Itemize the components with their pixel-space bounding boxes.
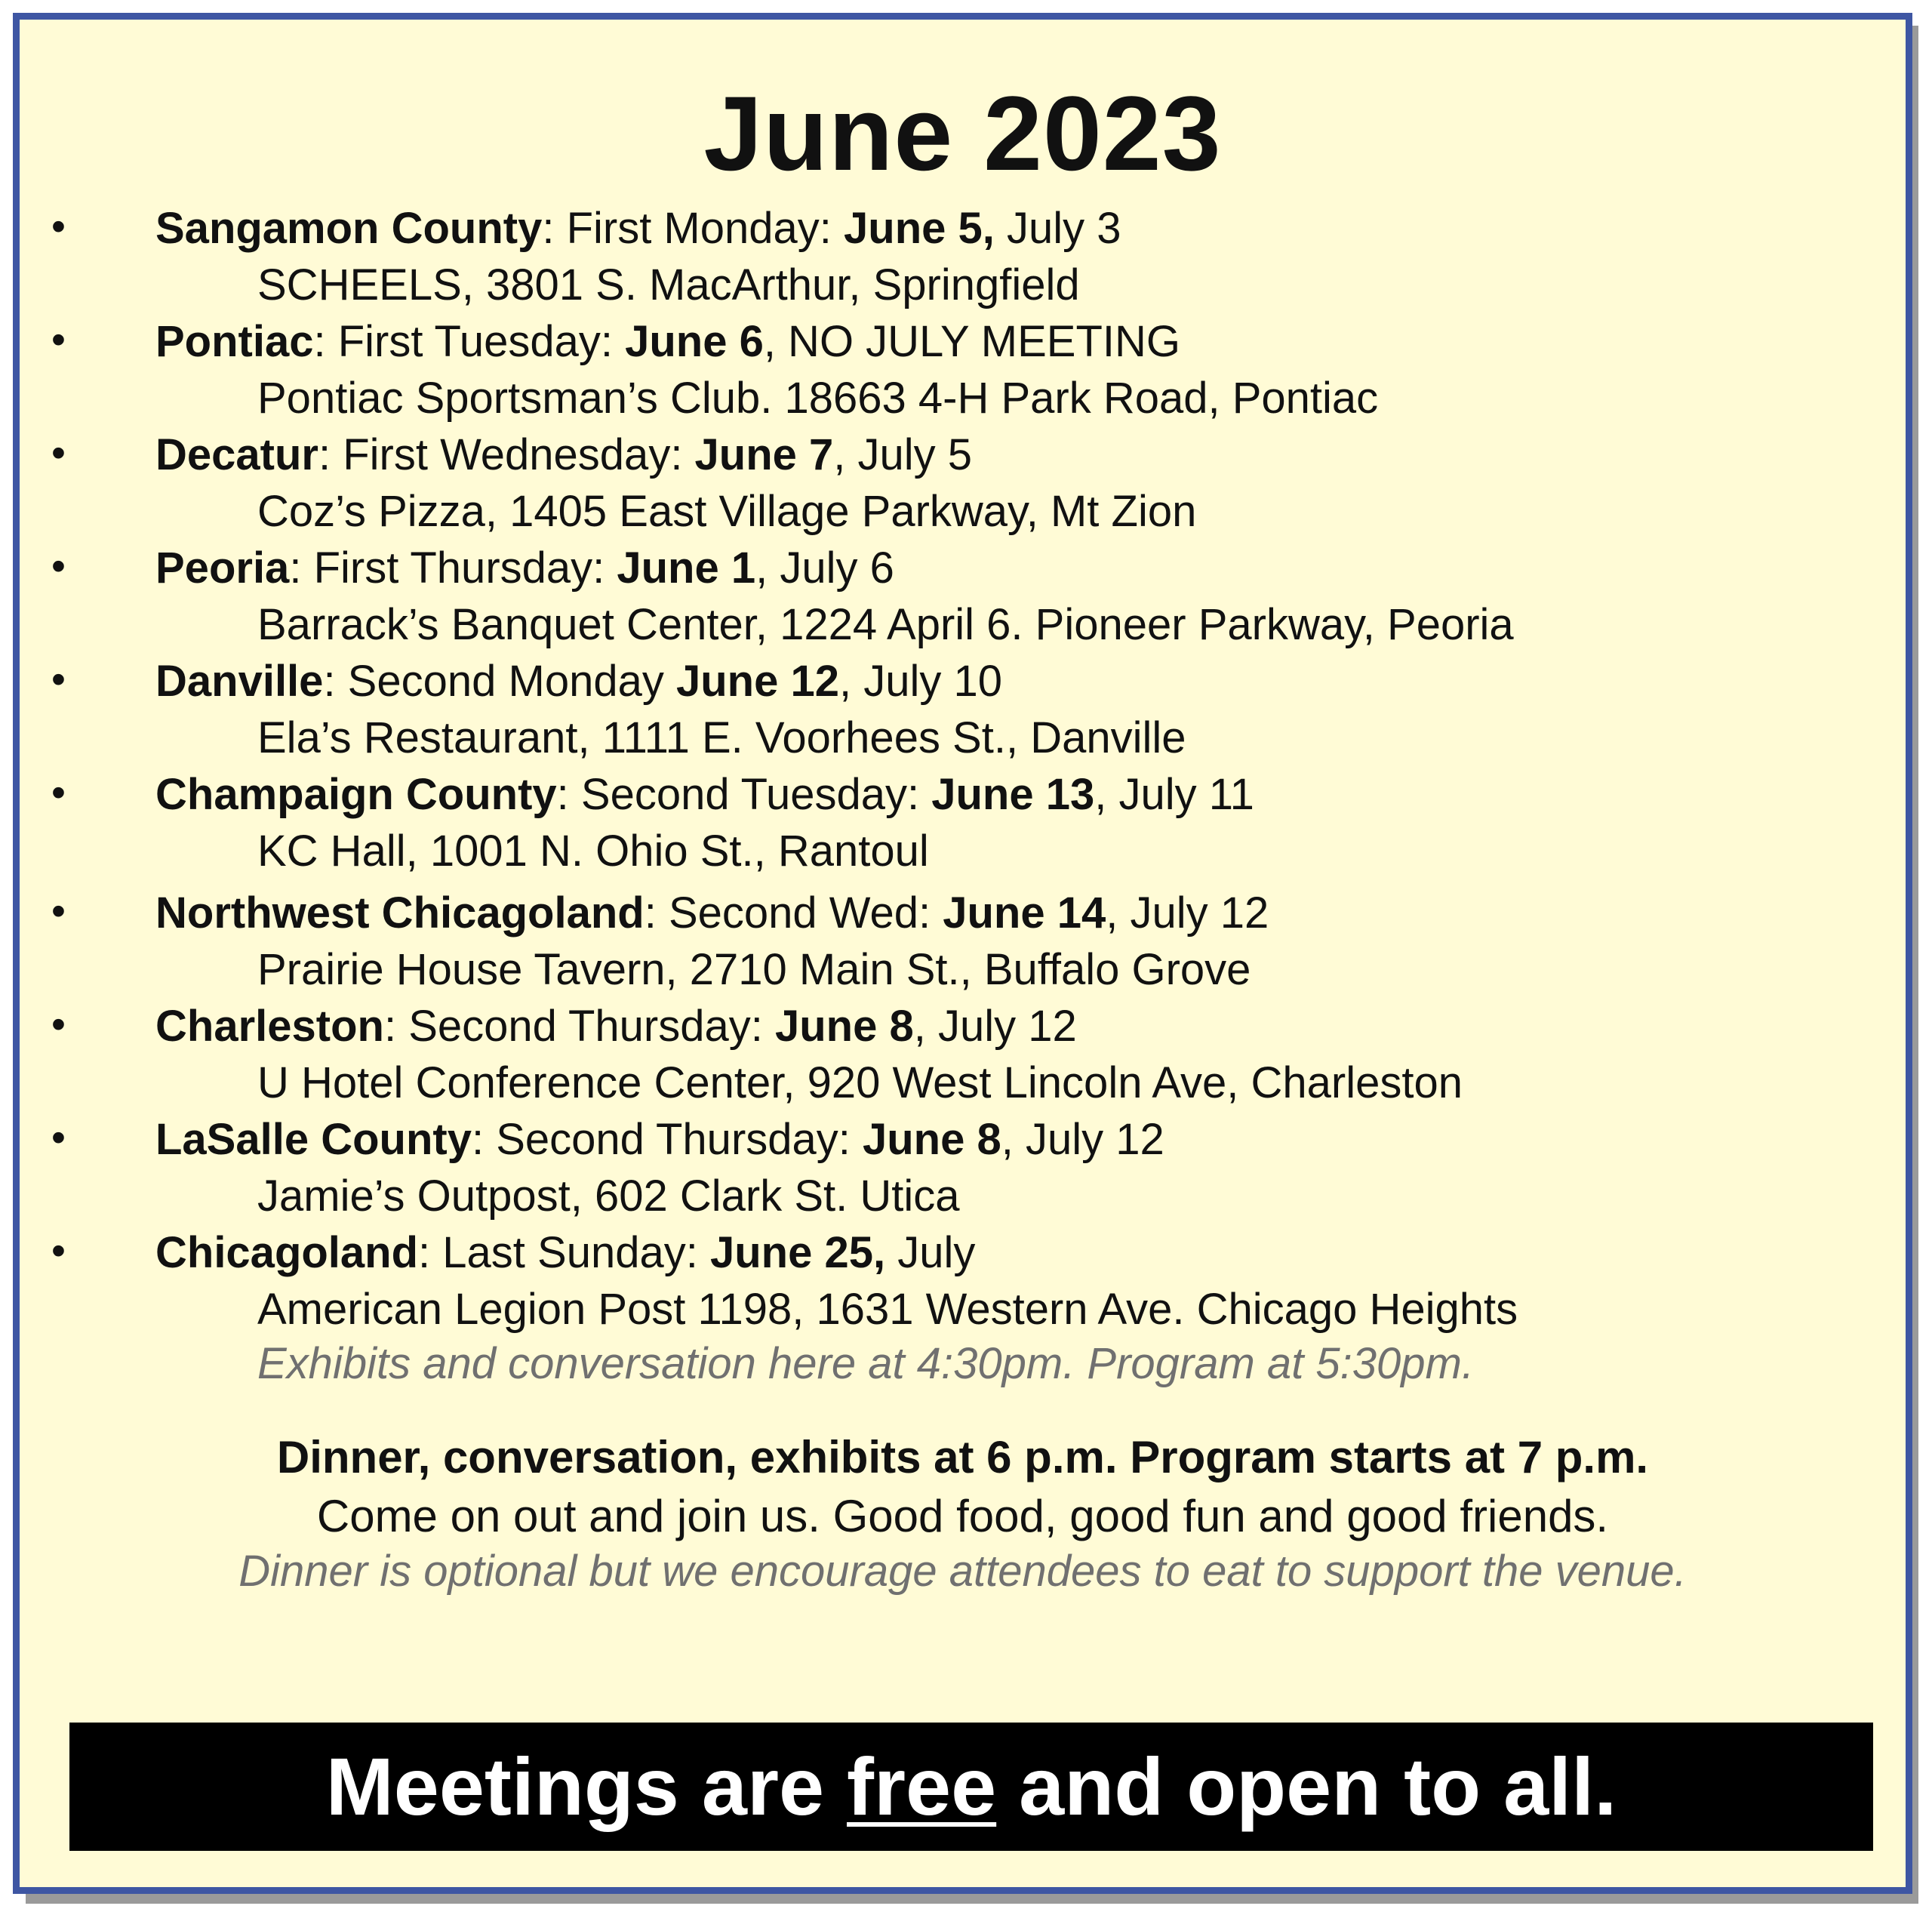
meeting-note: Exhibits and conversation here at 4:30pm. Program at 5:30pm. [257, 1339, 1474, 1388]
meeting-location: Prairie House Tavern, 2710 Main St., Buffalo Grove [257, 945, 1251, 994]
meeting-date: June 5, [844, 204, 995, 253]
bullet-icon: • [51, 317, 66, 362]
meeting-summary [155, 656, 1002, 707]
meeting-day: First Monday: [566, 204, 844, 253]
meeting-next: , July 6 [755, 543, 894, 593]
meeting-summary [155, 888, 1269, 938]
meeting-day: Last Sunday: [442, 1228, 710, 1277]
meeting-date: June 1 [617, 543, 756, 593]
meeting-name: LaSalle County [155, 1115, 472, 1164]
meeting-next: , July 12 [1106, 888, 1269, 938]
meeting-location: SCHEELS, 3801 S. MacArthur, Springfield [257, 260, 1080, 309]
meeting-next: , July 12 [913, 1002, 1077, 1051]
meeting-summary [155, 769, 1254, 820]
meeting-next: , July 12 [1001, 1115, 1164, 1164]
meeting-summary [155, 316, 1180, 367]
bullet-icon: • [51, 770, 66, 815]
dinner-optional-note: Dinner is optional but we encourage attendees to eat to support the venue. [238, 1547, 1687, 1596]
bullet-icon: • [51, 1002, 66, 1047]
meeting-date: June 25, [709, 1228, 886, 1277]
meeting-name: Decatur [155, 430, 318, 479]
meeting-day: First Thursday: [313, 543, 617, 593]
meeting-name: Charleston [155, 1002, 384, 1051]
meeting-day: Second Thursday: [408, 1002, 775, 1051]
meeting-location: KC Hall, 1001 N. Ohio St., Rantoul [257, 827, 929, 876]
bullet-icon: • [51, 430, 66, 476]
meeting-location: Jamie’s Outpost, 602 Clark St. Utica [257, 1172, 960, 1221]
meeting-next: , NO JULY MEETING [763, 317, 1180, 366]
separator: : [644, 888, 669, 938]
meeting-date: June 7 [694, 430, 834, 479]
meeting-name: Danville [155, 657, 324, 706]
banner-text-start: Meetings are [325, 1741, 848, 1832]
meeting-location: U Hotel Conference Center, 920 West Lincoln Ave, Charleston [257, 1058, 1463, 1107]
banner-text-free: free [847, 1741, 997, 1832]
meeting-date: June 14 [943, 888, 1106, 938]
separator: : [318, 430, 343, 479]
meeting-summary [155, 543, 894, 593]
meeting-location: Coz’s Pizza, 1405 East Village Parkway, Mt Zion [257, 487, 1197, 536]
meeting-day: Second Tuesday: [580, 770, 932, 819]
separator: : [542, 204, 567, 253]
bullet-icon: • [51, 888, 66, 934]
meeting-day: Second Monday [347, 657, 676, 706]
separator: : [556, 770, 581, 819]
meeting-summary [155, 203, 1121, 254]
meeting-next: , July 10 [838, 657, 1002, 706]
meeting-location: Pontiac Sportsman’s Club. 18663 4-H Park Road, Pontiac [257, 374, 1379, 423]
meeting-summary [155, 1001, 1077, 1051]
meeting-day: Second Thursday: [496, 1115, 863, 1164]
meeting-location: American Legion Post 1198, 1631 Western Ave. Chicago Heights [257, 1285, 1518, 1334]
dinner-program-times: Dinner, conversation, exhibits at 6 p.m. Program starts at 7 p.m. [276, 1432, 1649, 1482]
meeting-next: , July 11 [1094, 770, 1254, 819]
meeting-location: Barrack’s Banquet Center, 1224 April 6. Pioneer Parkway, Peoria [257, 600, 1514, 649]
separator: : [289, 543, 314, 593]
meeting-next: July [885, 1228, 976, 1277]
invitation-text: Come on out and join us. Good food, good fun and good friends. [316, 1491, 1609, 1541]
meeting-next: July 3 [994, 204, 1121, 253]
separator: : [418, 1228, 443, 1277]
meeting-day: Second Wed: [668, 888, 943, 938]
meeting-date: June 8 [774, 1002, 914, 1051]
meeting-summary [155, 1227, 975, 1278]
banner-text-end: and open to all. [996, 1741, 1617, 1832]
bullet-icon: • [51, 657, 66, 702]
meeting-date: June 8 [863, 1115, 1001, 1164]
meeting-name: Champaign County [155, 770, 557, 819]
meeting-day: First Wednesday: [343, 430, 695, 479]
meeting-name: Pontiac [155, 317, 314, 366]
bullet-icon: • [51, 543, 66, 589]
meeting-name: Sangamon County [155, 204, 543, 253]
meeting-next: , July 5 [833, 430, 973, 479]
separator: : [323, 657, 348, 706]
bullet-icon: • [51, 204, 66, 249]
meeting-date: June 13 [931, 770, 1095, 819]
meeting-summary [155, 1114, 1164, 1165]
separator: : [313, 317, 338, 366]
page-title: June 2023 [703, 74, 1222, 192]
meeting-date: June 6 [625, 317, 764, 366]
separator: : [383, 1002, 409, 1051]
meeting-location: Ela’s Restaurant, 1111 E. Voorhees St., Danville [257, 713, 1186, 762]
separator: : [471, 1115, 497, 1164]
meeting-name: Chicagoland [155, 1228, 419, 1277]
meeting-summary [155, 430, 972, 480]
meeting-name: Northwest Chicagoland [155, 888, 645, 938]
meeting-name: Peoria [155, 543, 290, 593]
bullet-icon: • [51, 1115, 66, 1160]
meeting-day: First Tuesday: [337, 317, 626, 366]
meeting-date: June 12 [675, 657, 839, 706]
bullet-icon: • [51, 1228, 66, 1273]
meeting-schedule-card [13, 13, 1912, 1894]
free-meetings-banner [69, 1723, 1873, 1851]
